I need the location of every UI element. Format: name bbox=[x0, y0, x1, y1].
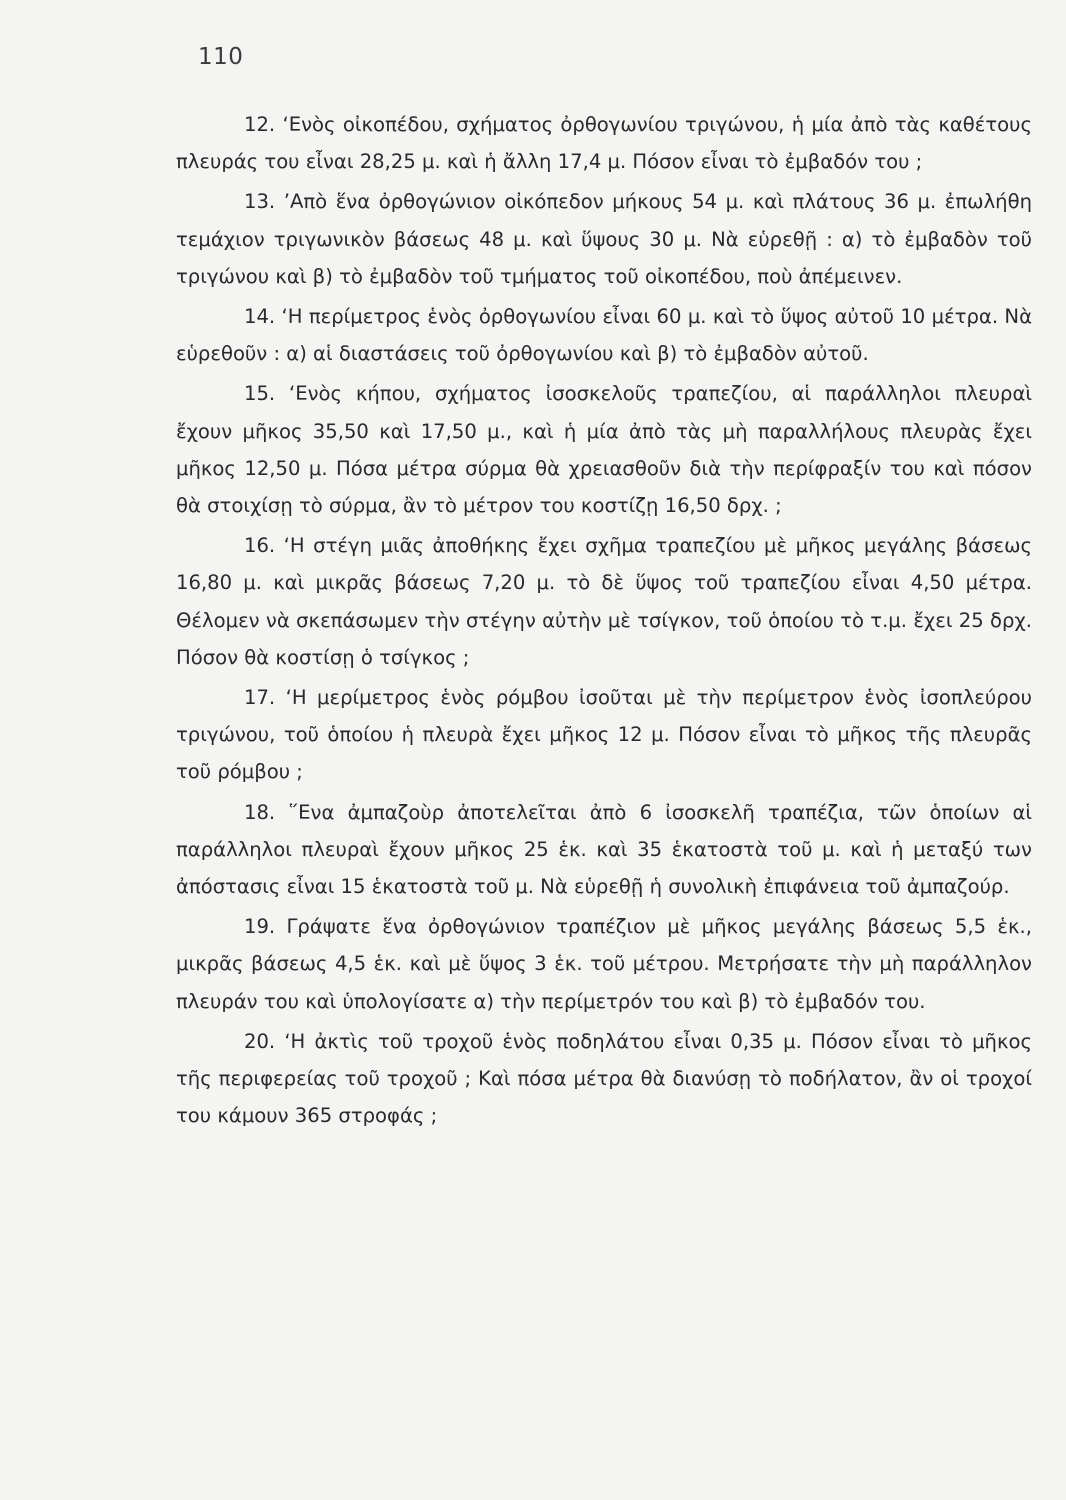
problem-18: 18. ῞Ενα ἀμπαζοὺρ ἀποτελεῖται ἀπὸ 6 ἰσοσκελῆ τραπέζια, τῶν ὁποίων αἱ παράλληλοι πλευραὶ ἔχουν μῆκος 25 ἑκ. καὶ 35 ἑκατοστὰ τοῦ μ. καὶ ἡ μεταξύ των ἀπόστασις εἶναι 15 ἑκατοστὰ τοῦ μ. Νὰ εὑρεθῇ ἡ συνολικὴ ἐπιφάνεια τοῦ ἀμπαζούρ. bbox=[176, 800, 1032, 899]
page-number: 110 bbox=[198, 44, 244, 70]
problem-19: 19. Γράψατε ἕνα ὀρθογώνιον τραπέζιον μὲ μῆκος μεγάλης βάσεως 5,5 ἑκ., μικρᾶς βάσεως 4,5 ἑκ. καὶ μὲ ὕψος 3 ἑκ. τοῦ μέτρου. Μετρήσατε τὴν μὴ παράλληλον πλευράν του καὶ ὑπολογίσατε α) τὴν περίμετρόν του καὶ β) τὸ ἐμβαδόν του. bbox=[176, 915, 1032, 1013]
problem-20: 20. ‘Η ἀκτὶς τοῦ τροχοῦ ἑνὸς ποδηλάτου εἶναι 0,35 μ. Πόσον εἶναι τὸ μῆκος τῆς περιφερείας τοῦ τροχοῦ ; Καὶ πόσα μέτρα θὰ διανύσῃ τὸ ποδήλατον, ἂν οἱ τροχοί του κάμουν 365 στροφάς ; bbox=[176, 1029, 1032, 1128]
problem-14: 14. ‘Η περίμετρος ἑνὸς ὀρθογωνίου εἶναι 60 μ. καὶ τὸ ὕψος αὐτοῦ 10 μέτρα. Νὰ εὑρεθοῦν : α) αἱ διαστάσεις τοῦ ὀρθογωνίου καὶ β) τὸ ἐμβαδὸν αὐτοῦ. bbox=[176, 305, 1032, 366]
problem-13: 13. ’Απὸ ἕνα ὀρθογώνιον οἰκόπεδον μήκους 54 μ. καὶ πλάτους 36 μ. ἐπωλήθη τεμάχιον τριγωνικὸν βάσεως 48 μ. καὶ ὕψους 30 μ. Νὰ εὑρεθῇ : α) τὸ ἐμβαδὸν τοῦ τριγώνου καὶ β) τὸ ἐμβαδὸν τοῦ τμήματος τοῦ οἰκοπέδου, ποὺ ἀπέμεινεν. bbox=[176, 190, 1032, 288]
problem-12: 12. ‘Ενὸς οἰκοπέδου, σχήματος ὀρθογωνίου τριγώνου, ἡ μία ἀπὸ τὰς καθέτους πλευράς του εἶναι 28,25 μ. καὶ ἡ ἄλλη 17,4 μ. Πόσον εἶναι τὸ ἐμβαδόν του ; bbox=[176, 113, 1032, 174]
problem-16: 16. ‘Η στέγη μιᾶς ἀποθήκης ἔχει σχῆμα τραπεζίου μὲ μῆκος μεγάλης βάσεως 16,80 μ. καὶ μικρᾶς βάσεως 7,20 μ. τὸ δὲ ὕψος τοῦ τραπεζίου εἶναι 4,50 μέτρα. Θέλομεν νὰ σκεπάσωμεν τὴν στέγην αὐτὴν μὲ τσίγκον, τοῦ ὁποίου τὸ τ.μ. ἔχει 25 δρχ. Πόσον θὰ κοστίσῃ ὁ τσίγκος ; bbox=[176, 534, 1032, 669]
problem-17: 17. ‘Η μερίμετρος ἑνὸς ρόμβου ἰσοῦται μὲ τὴν περίμετρον ἑνὸς ἰσοπλεύρου τριγώνου, τοῦ ὁποίου ἡ πλευρὰ ἔχει μῆκος 12 μ. Πόσον εἶναι τὸ μῆκος τῆς πλευρᾶς τοῦ ρόμβου ; bbox=[176, 686, 1032, 784]
problem-list bbox=[176, 106, 1032, 1134]
problem-15: 15. ‘Ενὸς κήπου, σχήματος ἰσοσκελοῦς τραπεζίου, αἱ παράλληλοι πλευραὶ ἔχουν μῆκος 35,50 καὶ 17,50 μ., καὶ ἡ μία ἀπὸ τὰς μὴ παραλλήλους πλευρὰς ἔχει μῆκος 12,50 μ. Πόσα μέτρα σύρμα θὰ χρειασθοῦν διὰ τὴν περίφραξίν του καὶ πόσον θὰ στοιχίσῃ τὸ σύρμα, ἂν τὸ μέτρον του κοστίζῃ 16,50 δρχ. ; bbox=[176, 382, 1032, 518]
